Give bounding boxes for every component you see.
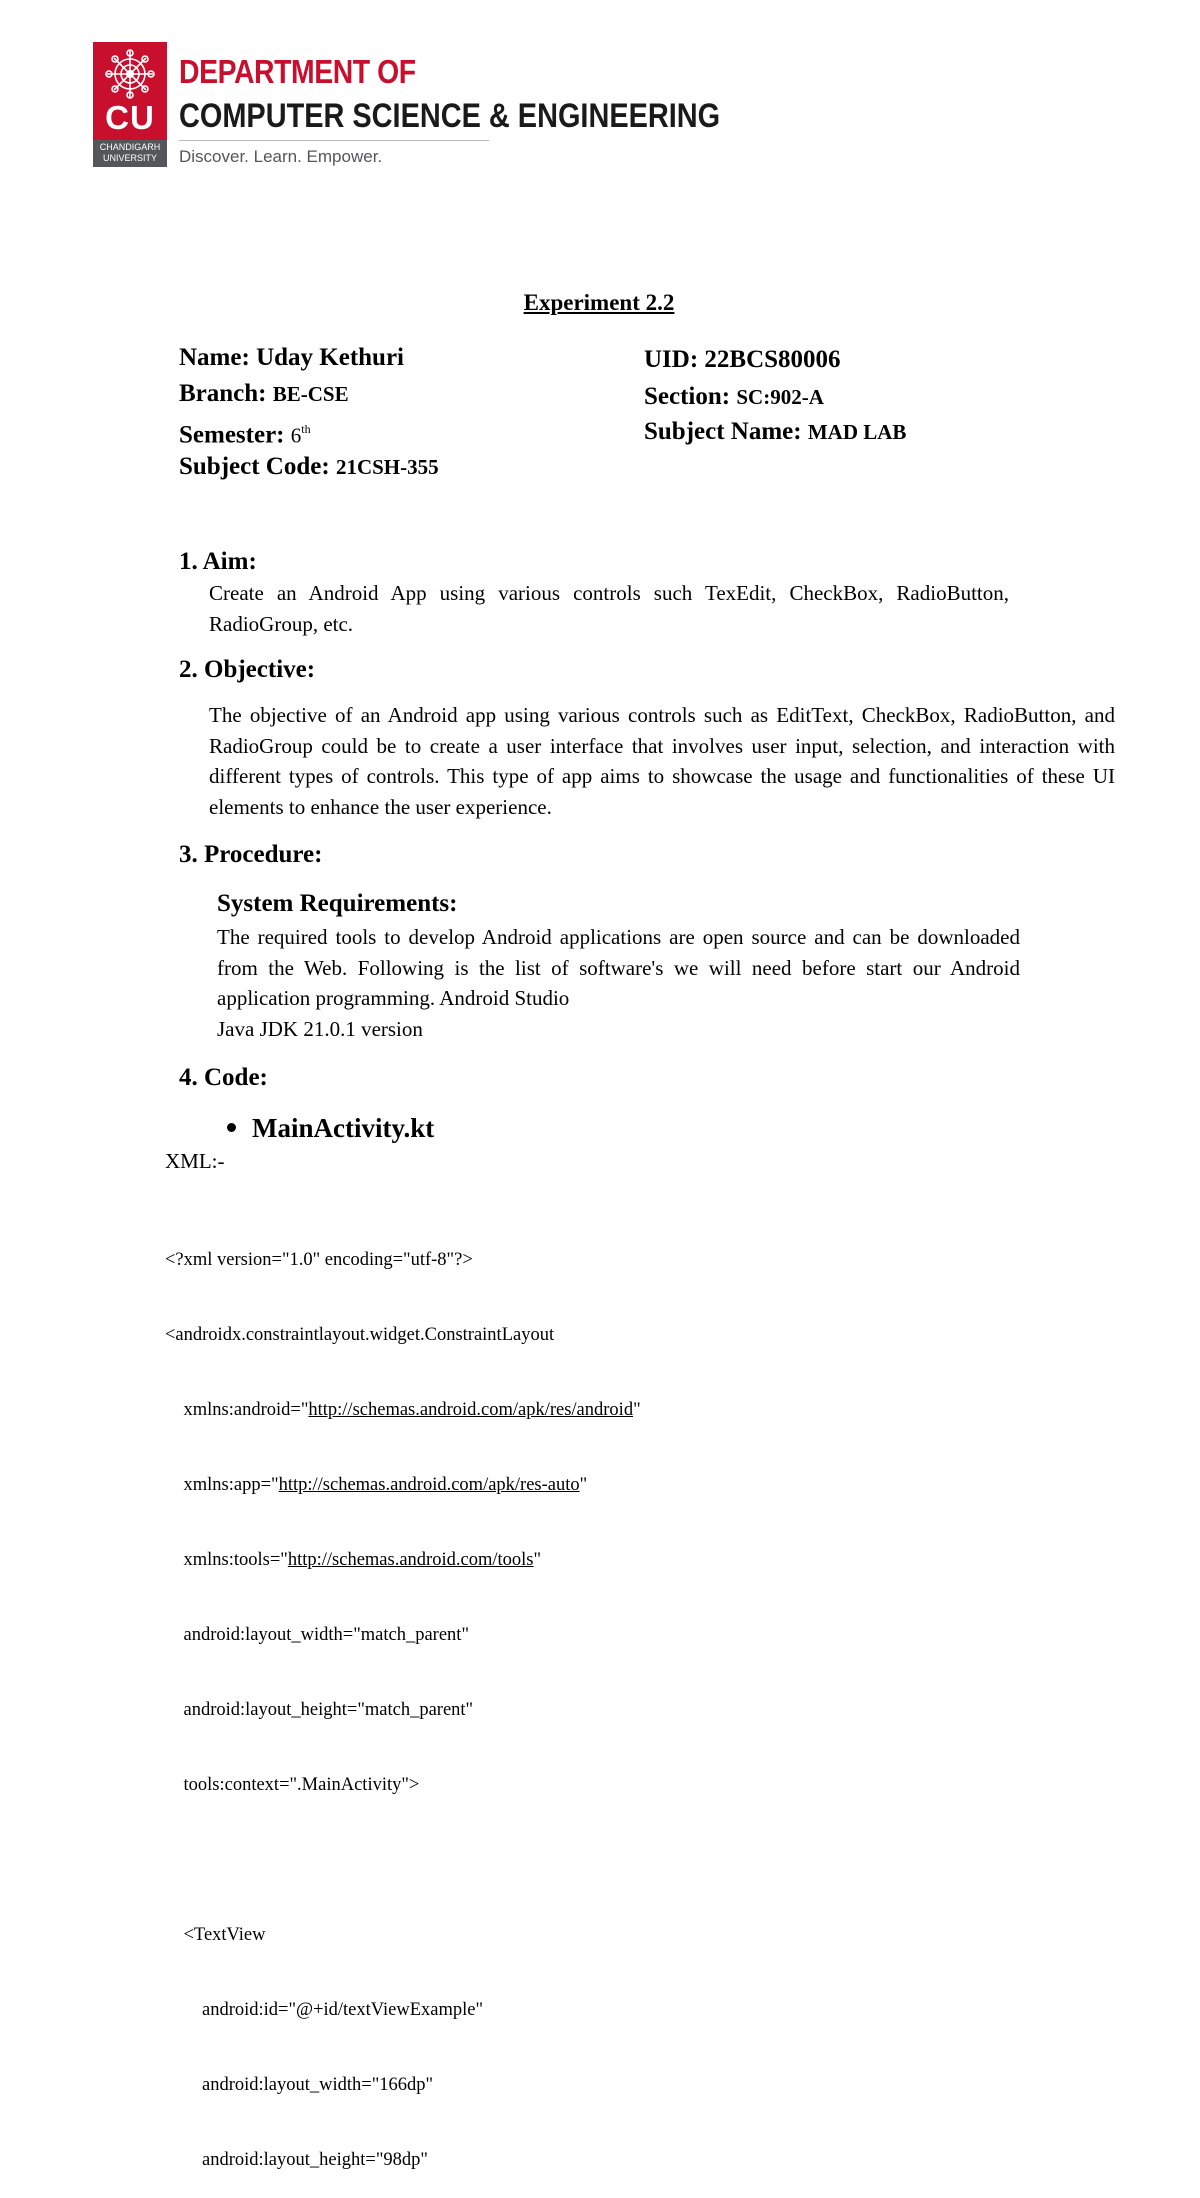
subject-code-label: Subject Code: bbox=[179, 453, 330, 480]
code-block bbox=[165, 1198, 641, 2198]
subject-code-value: 21CSH-355 bbox=[335, 455, 439, 479]
code-line: <TextView bbox=[165, 1925, 266, 1945]
code-line bbox=[165, 1848, 641, 1873]
code-text: " bbox=[579, 1475, 588, 1495]
android-schema-link[interactable]: http://schemas.android.com/apk/res/android bbox=[308, 1400, 634, 1420]
code-line bbox=[165, 1398, 641, 1423]
code-heading: 4. Code: bbox=[179, 1064, 268, 1091]
app-schema-link[interactable]: http://schemas.android.com/apk/res-auto bbox=[278, 1475, 580, 1495]
code-text: xmlns:android=" bbox=[165, 1400, 309, 1420]
name-label: Name: bbox=[179, 344, 250, 371]
semester-row bbox=[179, 412, 311, 452]
tagline: Discover. Learn. Empower. bbox=[179, 147, 383, 166]
system-requirements-jdk: Java JDK 21.0.1 version bbox=[217, 1017, 423, 1041]
uid-row bbox=[644, 343, 841, 377]
procedure-heading: 3. Procedure: bbox=[179, 841, 323, 868]
section-value: SC:902-A bbox=[736, 385, 824, 409]
logo-university-name bbox=[93, 140, 167, 167]
logo-subtext-2: UNIVERSITY bbox=[102, 153, 157, 163]
code-line: android:layout_height="98dp" bbox=[165, 2150, 428, 2170]
bullet-icon bbox=[227, 1123, 236, 1132]
code-line: tools:context=".MainActivity"> bbox=[165, 1775, 420, 1795]
emblem-icon bbox=[104, 48, 156, 100]
system-requirements-heading: System Requirements: bbox=[217, 890, 458, 917]
code-text: xmlns:app=" bbox=[165, 1475, 279, 1495]
aim-text: Create an Android App using various controls such TexEdit, CheckBox, RadioButton, RadioGroup, etc. bbox=[209, 581, 1009, 636]
semester-value: 6 bbox=[290, 423, 302, 448]
xml-label: XML:- bbox=[165, 1149, 225, 1173]
code-line: android:layout_width="match_parent" bbox=[165, 1625, 469, 1645]
name-row bbox=[179, 341, 404, 375]
tools-schema-link[interactable]: http://schemas.android.com/tools bbox=[287, 1550, 534, 1570]
code-line: android:layout_width="166dp" bbox=[165, 2075, 434, 2095]
code-text: " bbox=[633, 1400, 641, 1420]
code-text: " bbox=[533, 1550, 542, 1570]
semester-suffix: th bbox=[301, 422, 311, 436]
branch-row bbox=[179, 377, 349, 411]
objective-heading: 2. Objective: bbox=[179, 656, 316, 683]
file-bullet bbox=[227, 1111, 434, 1145]
code-line: <androidx.constraintlayout.widget.ConstraintLayout bbox=[165, 1325, 555, 1345]
subject-name-label: Subject Name: bbox=[644, 418, 802, 445]
branch-label: Branch: bbox=[179, 380, 267, 407]
code-text: xmlns:tools=" bbox=[165, 1550, 288, 1570]
department-line-1: DEPARTMENT OF bbox=[179, 53, 416, 90]
file-name: MainActivity.kt bbox=[252, 1113, 435, 1143]
code-line: <?xml version="1.0" encoding="utf-8"?> bbox=[165, 1250, 473, 1270]
code-line bbox=[165, 1548, 641, 1573]
uid-label: UID: bbox=[644, 346, 699, 373]
department-line-2: COMPUTER SCIENCE & ENGINEERING bbox=[179, 97, 721, 135]
branch-value: BE-CSE bbox=[272, 382, 349, 406]
system-requirements-text: The required tools to develop Android applications are open source and can be downloaded from the Web. Following is the list of software's we will need before start our Android application programming. Android Studio bbox=[217, 925, 1020, 1010]
section-label: Section: bbox=[644, 383, 731, 410]
header-divider bbox=[179, 140, 489, 141]
name-value: Uday Kethuri bbox=[256, 344, 404, 371]
experiment-title: Experiment 2.2 bbox=[523, 290, 675, 315]
subject-code-row bbox=[179, 450, 439, 484]
logo-subtext-1: CHANDIGARH bbox=[99, 142, 161, 152]
objective-text: The objective of an Android app using various controls such as EditText, CheckBox, RadioButton, and RadioGroup could be to create a user interface that involves user input, selection, and interaction with different types of controls. This type of app aims to showcase the usage and functionalities of these UI elements to enhance the user experience. bbox=[209, 703, 1115, 819]
logo-cu-text: CU bbox=[105, 99, 155, 136]
subject-name-row bbox=[644, 415, 906, 449]
subject-name-value: MAD LAB bbox=[807, 420, 907, 444]
code-line bbox=[165, 1473, 641, 1498]
section-row bbox=[644, 380, 824, 414]
code-line: android:layout_height="match_parent" bbox=[165, 1700, 474, 1720]
university-logo bbox=[93, 42, 167, 167]
code-line: android:id="@+id/textViewExample" bbox=[165, 2000, 484, 2020]
semester-label: Semester: bbox=[179, 421, 285, 449]
aim-heading: 1. Aim: bbox=[179, 548, 257, 575]
uid-value: 22BCS80006 bbox=[704, 346, 841, 373]
